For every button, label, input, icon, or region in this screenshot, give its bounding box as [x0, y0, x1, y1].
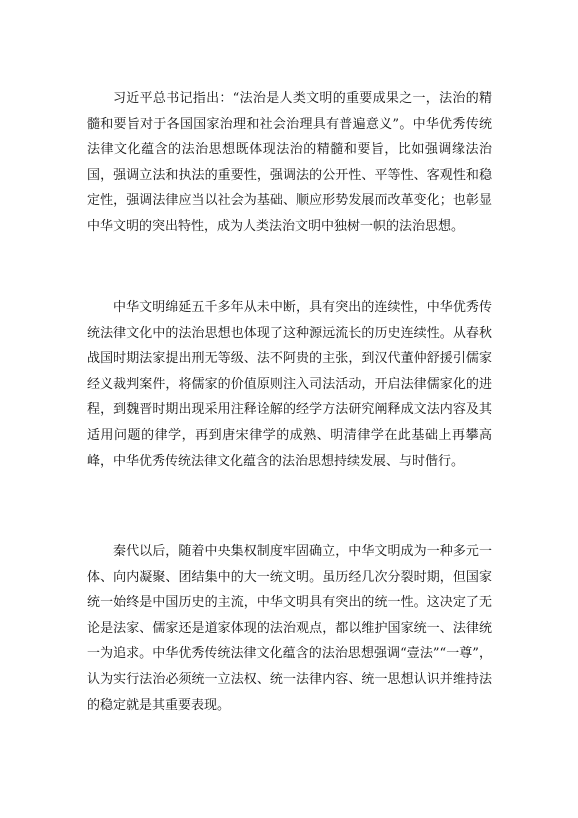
paragraph-2: 中华文明绵延五千多年从未中断，具有突出的连续性，中华优秀传统法律文化中的法治思想也体现了这种源远流长的历史连续性。从春秋战国时期法家提出刑无等级、法不阿贵的主张，到汉代董仲舒援引儒家经义裁判案件，将儒家的价值原则注入司法活动，开启法律儒家化的进程，到魏晋时期出现采用注释诠解的经学方法研究阐释成文法内容及其适用问题的律学，再到唐宋律学的成熟、明清律学在此基础上再攀高峰，中华优秀传统法律文化蕴含的法治思想持续发展、与时偕行。	[87, 300, 492, 469]
paragraph-1: 习近平总书记指出：“法治是人类文明的重要成果之一，法治的精髓和要旨对于各国国家治理和社会治理具有普遍意义”。中华优秀传统法律文化蕴含的法治思想既体现法治的精髓和要旨，比如强调缘法治国，强调立法和执法的重要性，强调法的公开性、平等性、客观性和稳定性，强调法律应当以社会为基础、顺应形势发展而改革变化；也彰显中华文明的突出特性，成为人类法治文明中独树一帜的法治思想。	[87, 91, 492, 234]
paragraph-3: 秦代以后，随着中央集权制度牢固确立，中华文明成为一种多元一体、向内凝聚、团结集中的大一统文明。虽历经几次分裂时期，但国家统一始终是中国历史的主流，中华文明具有突出的统一性。这决定了无论是法家、儒家还是道家体现的法治观点，都以维护国家统一、法律统一为追求。中华优秀传统法律文化蕴含的法治思想强调“壹法”“一尊”，认为实行法治必须统一立法权、统一法律内容、统一思想认识并维持法的稳定就是其重要表现。	[87, 544, 492, 713]
